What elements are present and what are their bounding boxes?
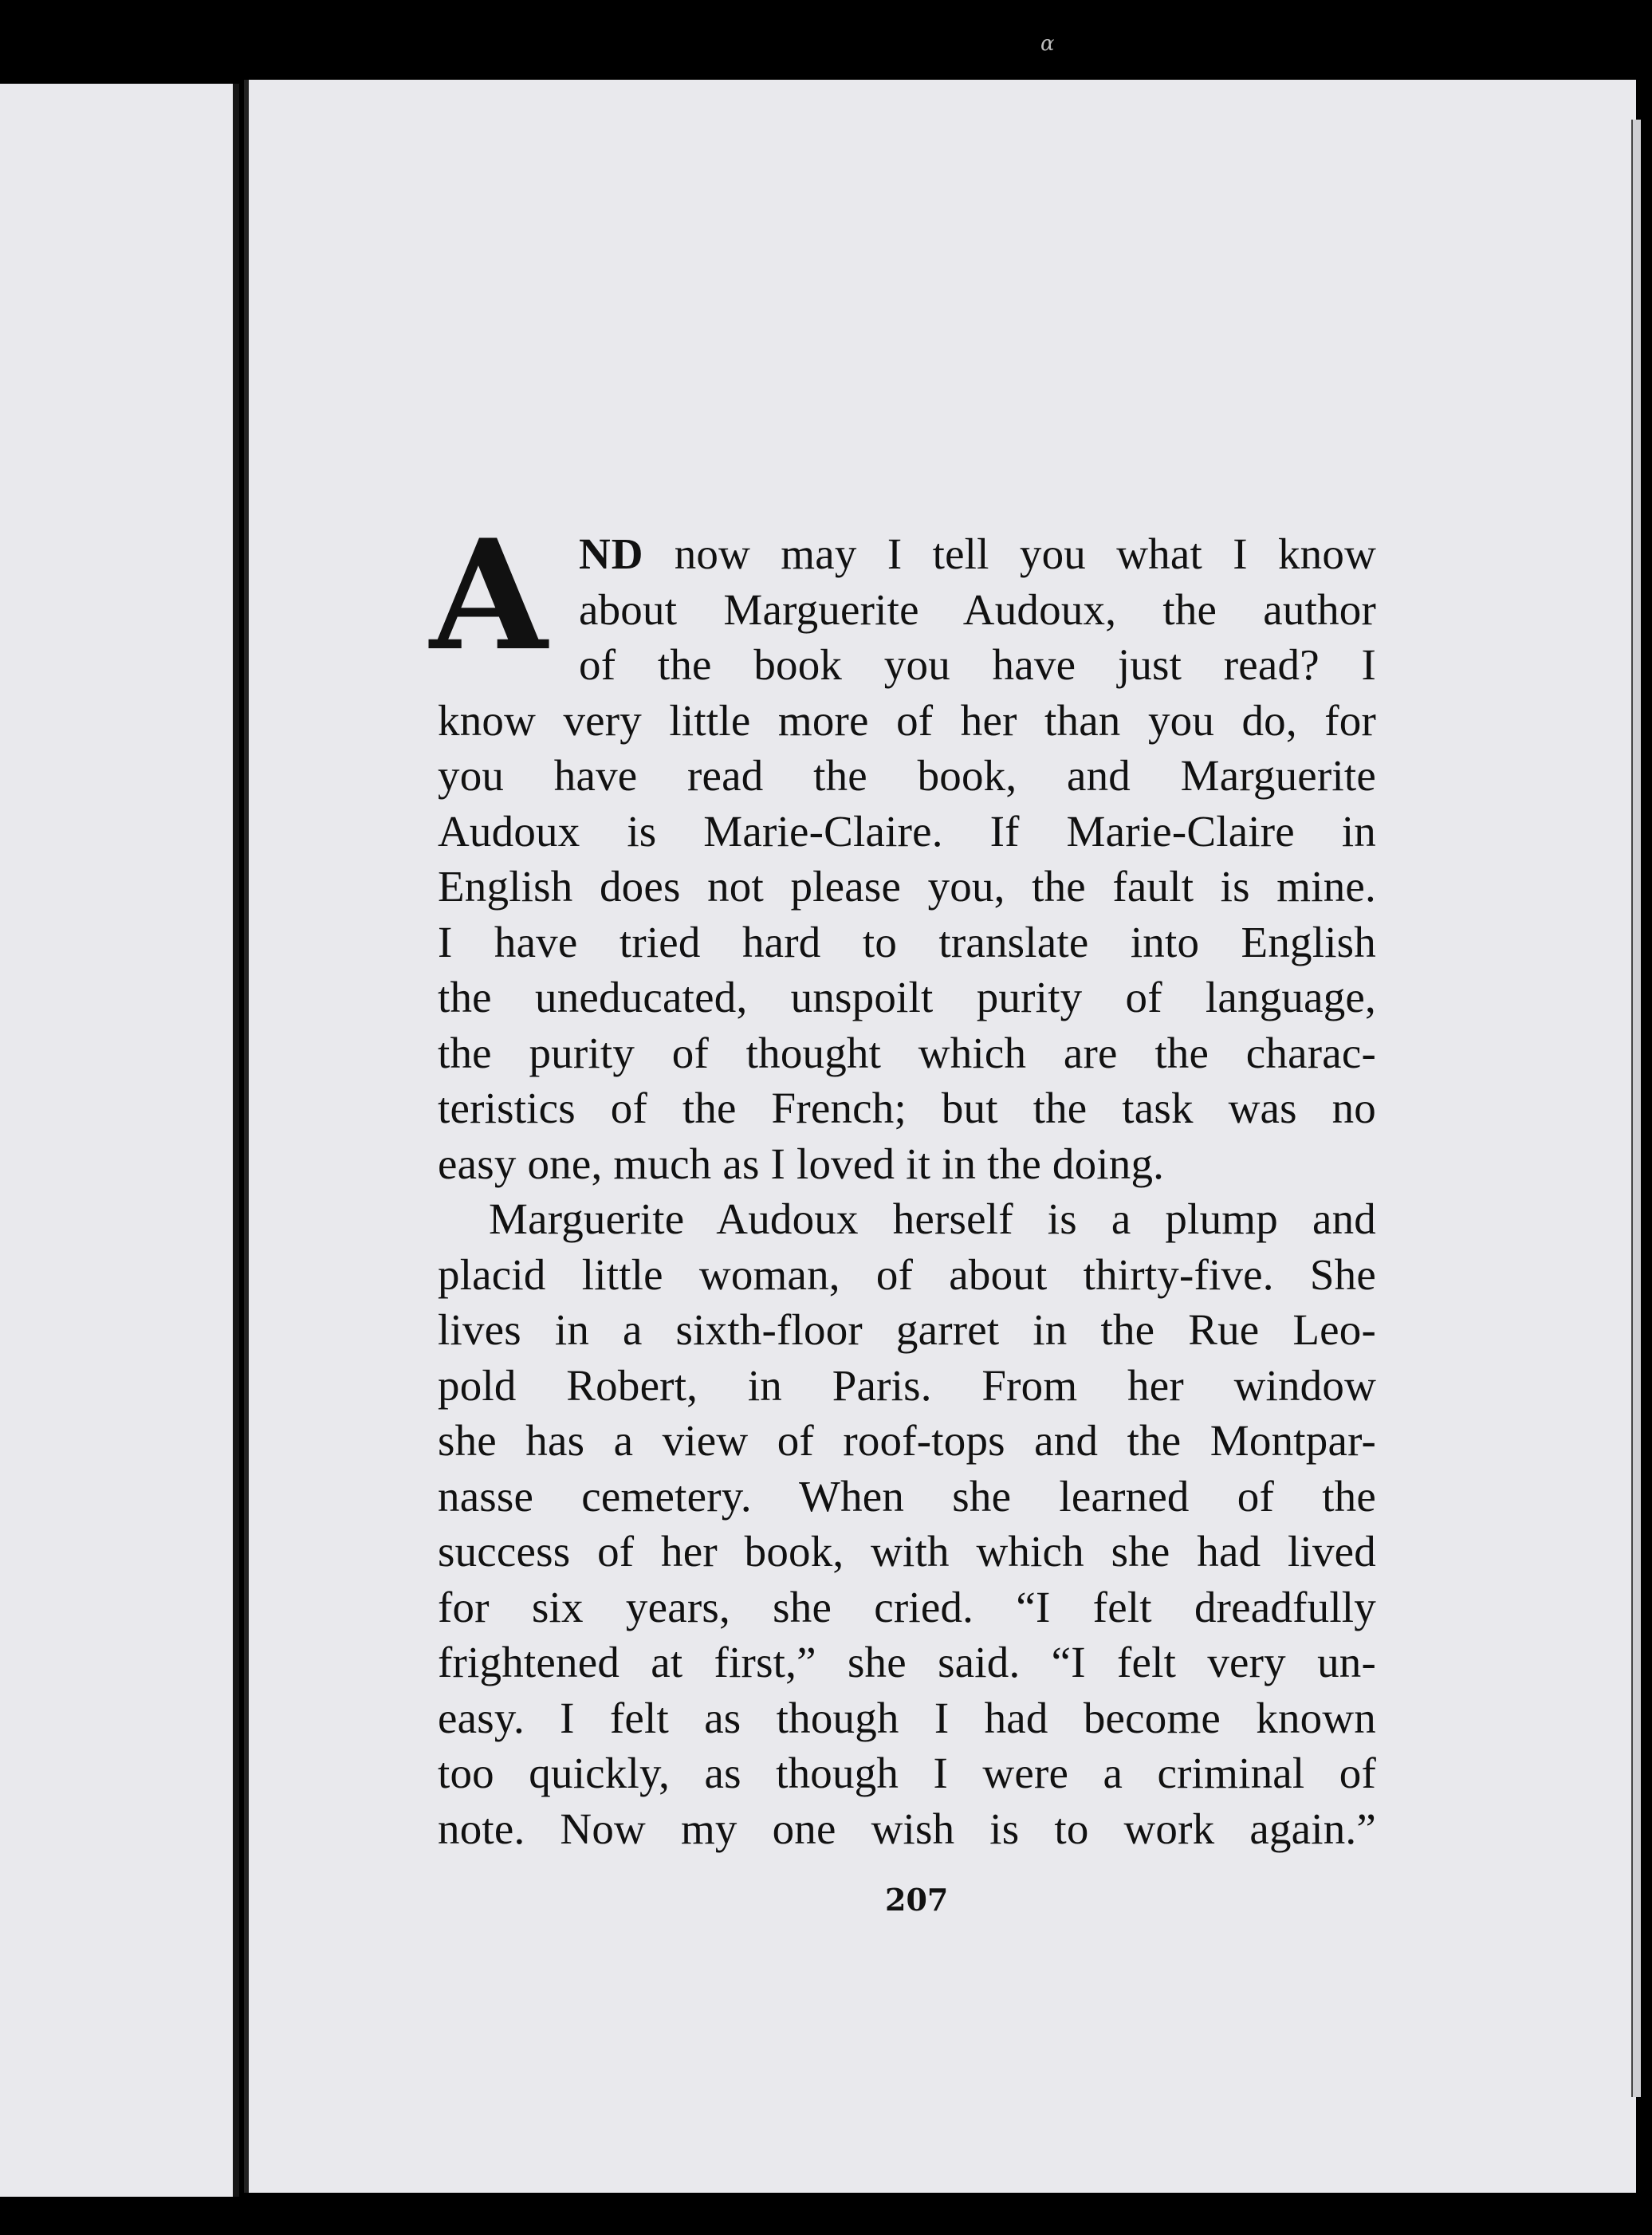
text-line-13: Marguerite Audoux herself is a plump and: [489, 1194, 1376, 1243]
text-line-24: note. Now my one wish is to work again.”: [438, 1804, 1376, 1853]
text-line-23: too quickly, as though I were a criminal of: [438, 1749, 1376, 1797]
first-word-small-caps: ND: [579, 529, 644, 578]
text-line-8: I have tried hard to translate into English: [438, 917, 1376, 966]
text-line-15: lives in a sixth-floor garret in the Rue Leo-: [438, 1305, 1376, 1354]
text-line-5: you have read the book, and Marguerite: [438, 751, 1376, 800]
drop-cap: A: [430, 506, 548, 684]
text-line-18: nasse cemetery. When she learned of the: [438, 1471, 1376, 1521]
text-line-14: placid little woman, of about thirty-five. She: [438, 1249, 1376, 1299]
text-line-1-rest: now may I tell you what I know: [643, 529, 1376, 578]
text-line-2: about Marguerite Audoux, the author: [579, 584, 1376, 634]
text-line-22: easy. I felt as though I had become known: [438, 1693, 1376, 1742]
text-line-1: [579, 526, 1376, 582]
text-line-10: the purity of thought which are the charac-: [438, 1028, 1376, 1077]
body-text: [430, 506, 1376, 1856]
page-fore-edge: [1631, 120, 1641, 2097]
text-line-16: pold Robert, in Paris. From her window: [438, 1360, 1376, 1410]
text-line-21: frightened at first,” she said. “I felt very un-: [438, 1638, 1376, 1686]
text-line-4: know very little more of her than you do, for: [438, 695, 1376, 745]
page-number: 207: [885, 1882, 949, 1918]
text-line-7: English does not please you, the fault is mine.: [438, 862, 1376, 911]
text-line-17: she has a view of roof-tops and the Montpar-: [438, 1416, 1376, 1465]
left-page-edge: [0, 84, 239, 2197]
text-line-11: teristics of the French; but the task was no: [438, 1084, 1376, 1132]
text-line-3: of the book you have just read? I: [579, 640, 1376, 689]
text-line-20: for six years, she cried. “I felt dreadfully: [438, 1582, 1376, 1631]
scan-mark: ɑ: [1040, 32, 1055, 56]
text-line-6: Audoux is Marie-Claire. If Marie-Claire in: [438, 806, 1376, 856]
text-line-9: the uneducated, unspoilt purity of language,: [438, 973, 1376, 1021]
text-line-19: success of her book, with which she had lived: [438, 1527, 1376, 1576]
text-line-12: easy one, much as I loved it in the doing.: [438, 1139, 1165, 1188]
